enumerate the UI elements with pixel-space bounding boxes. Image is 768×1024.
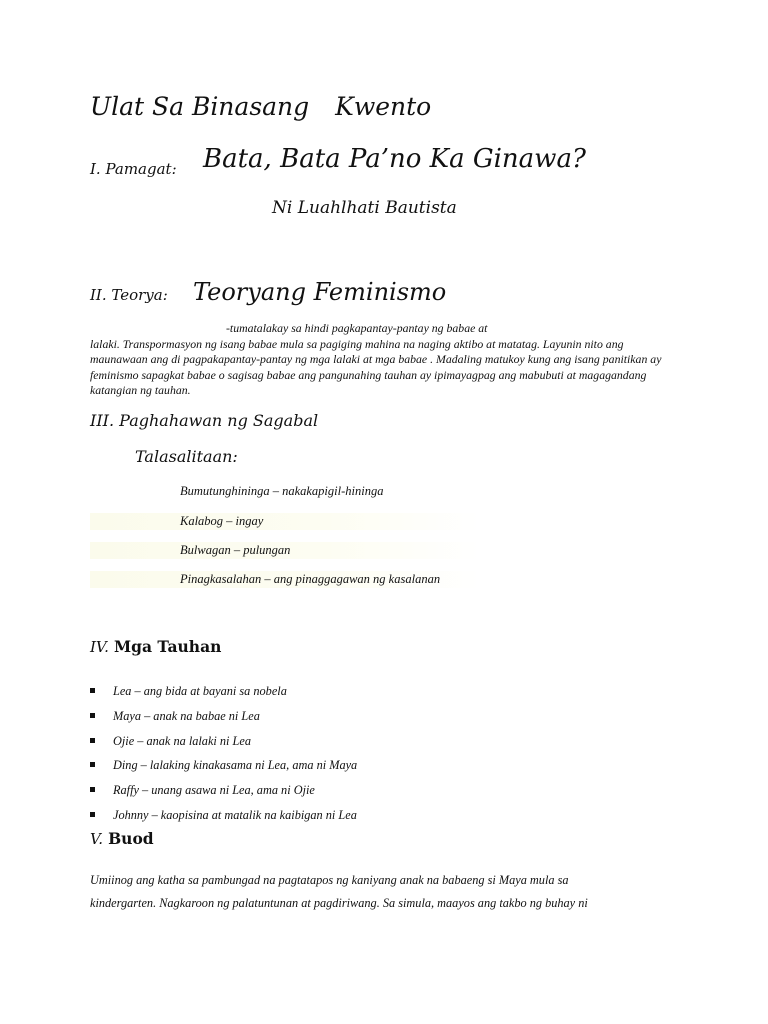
summary-line: kindergarten. Nagkaroon ng palatuntunan at pagdiriwang. Sa simula, maayos ang takbo ng buhay ni bbox=[90, 896, 588, 910]
section5-title: Buod bbox=[108, 829, 154, 848]
report-title-part2: Kwento bbox=[335, 92, 432, 121]
vocab-highlight bbox=[90, 513, 480, 530]
vocab-text: Bulwagan – pulungan bbox=[180, 543, 291, 557]
bullet-icon bbox=[90, 812, 95, 817]
section4-title: Mga Tauhan bbox=[114, 637, 222, 656]
bullet-icon bbox=[90, 787, 95, 792]
section3-numeral: III. bbox=[90, 411, 115, 430]
section5-heading bbox=[90, 829, 154, 848]
report-title-part1: Ulat Sa Binasang bbox=[90, 92, 310, 121]
bullet-icon bbox=[90, 762, 95, 767]
vocab-text: Pinagkasalahan – ang pinaggagawan ng kasalanan bbox=[180, 572, 441, 586]
document-page: Ulat Sa Binasang Kwento I. Pamagat: Bata, Bata Pa’no Ka Ginawa? Ni Luahlhati Bautista II. Teorya: Teoryang Feminismo -tumatalakay sa hindi pagkapantay-pantay ng babae at lalaki. Transpormasyon ng isang babae mula sa pagiging mahina na naging aktibo at matatag. Layunin nito ang maunawaan ang di pagpakapantay-pantay ng mga lalaki at mga babae . Madaling matukoy kung ang isang panitikan ay feminismo sapagkat babae o sagisag babae ang pangunahing tauhan ay ipimayagpag ang mabubuti at magagandang katangian ng tauhan. III. Paghahawan ng Sagabal Talasalitaan: Bumutunghininga – nakakapigil-hininga Kalabog – ingay Bulwagan – pulungan Pinagkasalahan – ang pinaggagawan ng kasalanan IV. Mga Tauhan Lea – ang bida at bayani sa nobela Maya – anak na babae ni Lea Ojie – anak na lalaki ni Lea Ding – lalaking kinakasama ni Lea, ama ni Maya Raffy – unang asawa ni Lea, ama ni Ojie Johnny – kaopisina at matalik na kaibigan ni Lea V. Buod Umiinog ang katha sa pambungad na pagtatapos ng kaniyang anak na babaeng si Maya mula sa kindergarten. Nagkaroon ng palatuntunan at pagdiriwang. Sa simula, maayos ang takbo ng buhay ni bbox=[0, 0, 768, 1024]
vocab-text: Kalabog – ingay bbox=[180, 514, 264, 528]
bullet-icon bbox=[90, 688, 95, 693]
section3-heading bbox=[90, 411, 318, 430]
vocab-text: Bumutunghininga – nakakapigil-hininga bbox=[180, 484, 384, 498]
theory-name: Teoryang Feminismo bbox=[193, 278, 447, 306]
vocab-item bbox=[90, 513, 480, 530]
section5-numeral: V. bbox=[90, 830, 103, 848]
vocab-item bbox=[90, 542, 480, 559]
theory-description-first-line: -tumatalakay sa hindi pagkapantay-pantay ng babae at bbox=[226, 321, 488, 335]
summary-text bbox=[90, 869, 690, 915]
theory-description bbox=[90, 321, 680, 399]
bullet-icon bbox=[90, 738, 95, 743]
section3-title: Paghahawan ng Sagabal bbox=[119, 411, 319, 430]
section2-label: II. Teorya: bbox=[90, 286, 168, 304]
vocab-item bbox=[90, 571, 480, 588]
summary-line: Umiinog ang katha sa pambungad na pagtatapos ng kaniyang anak na babaeng si Maya mula sa bbox=[90, 873, 569, 887]
vocab-item bbox=[90, 483, 480, 500]
report-title bbox=[90, 92, 431, 121]
book-author: Ni Luahlhati Bautista bbox=[272, 198, 457, 218]
bullet-icon bbox=[90, 713, 95, 718]
section4-heading bbox=[90, 637, 221, 656]
section1-label: I. Pamagat: bbox=[90, 160, 177, 178]
theory-description-rest: lalaki. Transpormasyon ng isang babae mula sa pagiging mahina na naging aktibo at matatag. Layunin nito ang maunawaan ang di pagpakapantay-pantay ng mga lalaki at mga babae . Madaling matukoy kung ang isang panitikan ay feminismo sapagkat babae o sagisag babae ang pangunahing tauhan ay ipimayagpag ang mabubuti at magagandang katangian ng tauhan. bbox=[90, 336, 662, 397]
vocabulary-heading: Talasalitaan: bbox=[135, 447, 238, 466]
book-title: Bata, Bata Pa’no Ka Ginawa? bbox=[203, 144, 586, 174]
section4-numeral: IV. bbox=[90, 638, 109, 656]
